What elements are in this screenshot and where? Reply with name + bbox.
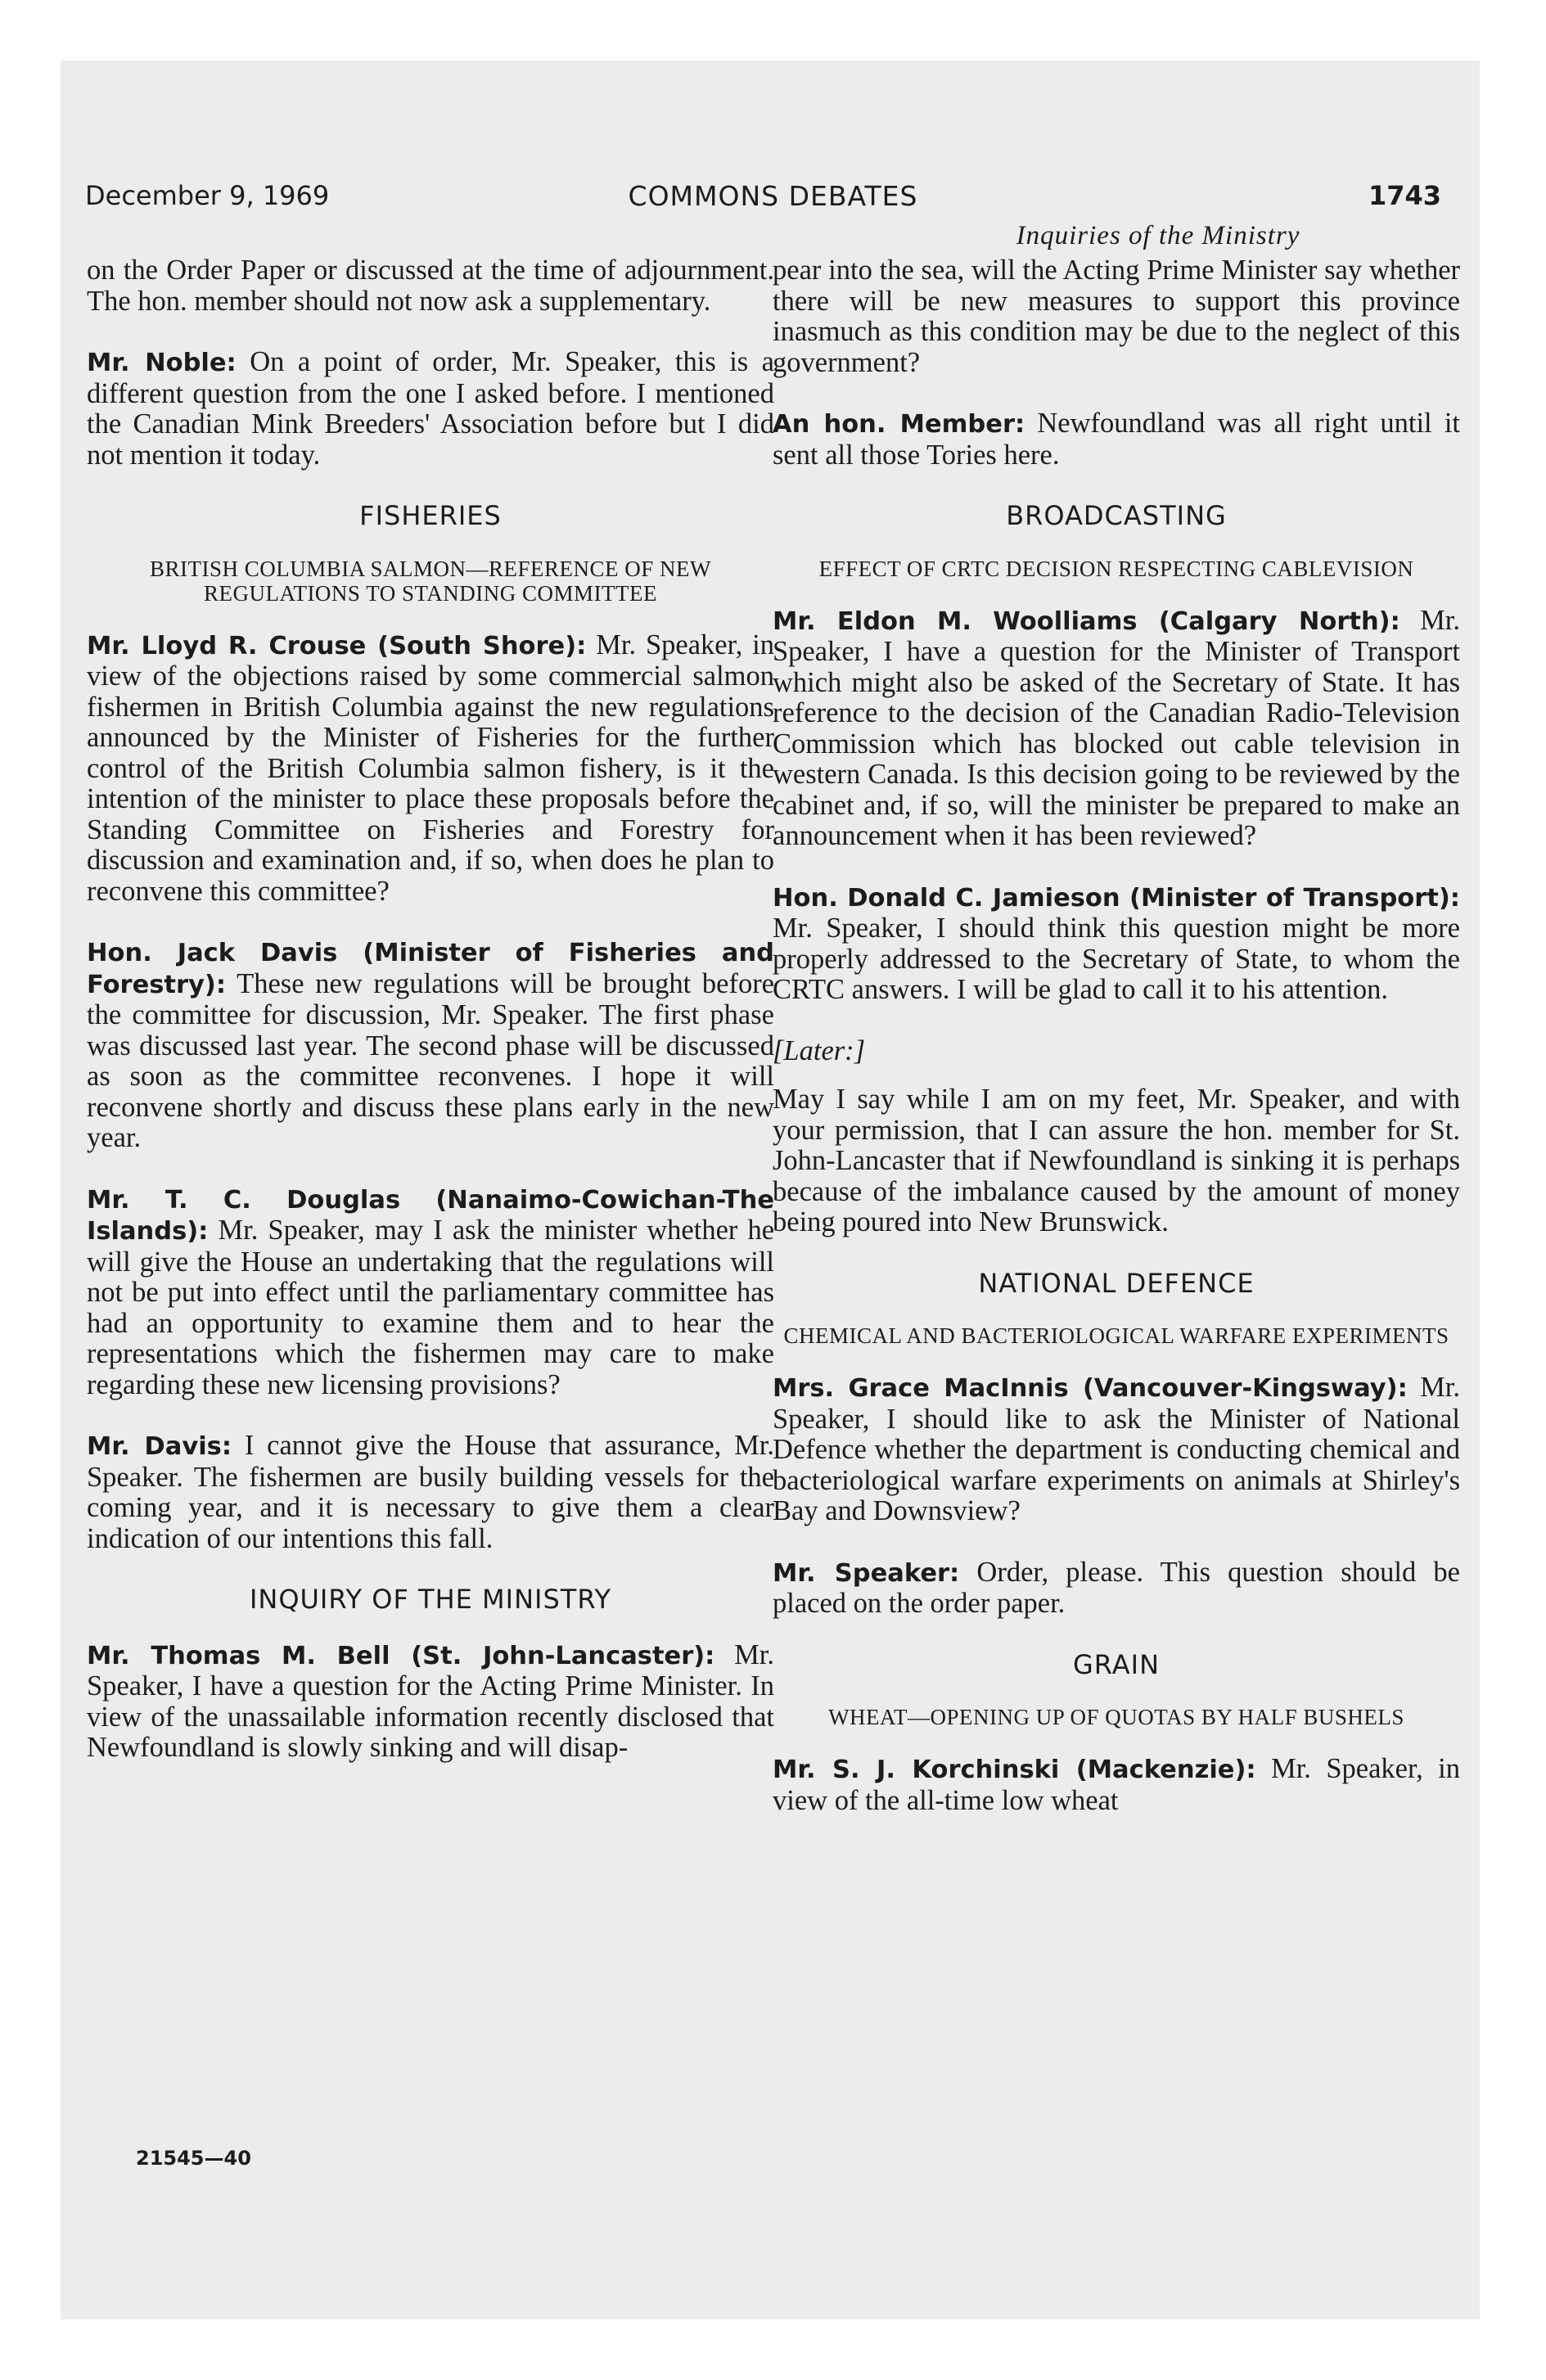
speech-text: Order, please. This question should be placed on the order paper.: [773, 1556, 1460, 1619]
speech-text: Mr. Speaker, in view of the all-time low wheat: [773, 1753, 1460, 1816]
speaker-name: Mr. Eldon M. Woolliams (Calgary North):: [773, 606, 1400, 636]
speech-text: Mr. Speaker, I have a question for the Acting Prime Minister. In view of the unassailable information recently disclosed that Newfoundland is slowly sinking and will disap-: [87, 1639, 774, 1763]
section-heading: FISHERIES: [359, 500, 502, 531]
header-title: COMMONS DEBATES: [628, 180, 918, 212]
speaker-name: Hon. Jack Davis (Minister of Fisheries and Forestry):: [87, 939, 774, 999]
right-column: [773, 255, 1460, 1816]
speech-text: I cannot give the House that assurance, Mr. Speaker. The fishermen are busily building vessels for the coming year, and it is necessary to give them a clear indication of our intentions this fall.: [87, 1430, 774, 1554]
speech-text: These new regulations will be brought before the committee for discussion, Mr. Speaker. The first phase was discussed last year. The second phase will be discussed as soon as the committee reconvenes. I hope it will reconvene shortly and discuss these plans early in the new year.: [87, 967, 774, 1153]
speaker-name: An hon. Member:: [773, 410, 1025, 439]
paragraph: [87, 937, 774, 1154]
paragraph: [773, 1754, 1460, 1816]
speaker-name: Hon. Donald C. Jamieson (Minister of Transport):: [773, 883, 1460, 913]
speaker-name: Mr. Lloyd R. Crouse (South Shore):: [87, 631, 587, 660]
speech-text: Mr. Speaker, I should think this question might be more properly addressed to the Secretary of State, to whom the CRTC answers. I will be glad to call it to his attention.: [773, 913, 1460, 1005]
speech-text: Mr. Speaker, I have a question for the Minister of Transport which might also be asked of the Secretary of State. It has reference to the decision of the Canadian Radio-Television Commission which has blocked out cable television in western Canada. Is this decision going to be reviewed by the cabinet and, if so, will the minister be prepared to make an announcement when it has been reviewed?: [773, 604, 1460, 851]
paragraph: May I say while I am on my feet, Mr. Speaker, and with your permission, that I can assure the hon. member for St. John-Lancaster that if Newfoundland is sinking it is perhaps because of the imbalance caused by the amount of money being poured into New Brunswick.: [773, 1084, 1460, 1237]
speaker-name: Mr. Davis:: [87, 1432, 232, 1461]
paragraph: [87, 1431, 774, 1554]
header-date: December 9, 1969: [85, 180, 330, 211]
section-heading: NATIONAL DEFENCE: [978, 1267, 1255, 1299]
paragraph: [773, 1557, 1460, 1620]
folio-mark: 21545—40: [136, 2147, 251, 2170]
speech-text: Mr. Speaker, in view of the objections raised by some commercial salmon fishermen in British Columbia against the new regulations announced by the Minister of Fisheries for the further control of the British Columbia salmon fishery, is it the intention of the minister to place these proposals before the Standing Committee on Fisheries and Forestry for discussion and examination and, if so, when does he plan to reconvene this committee?: [87, 629, 775, 907]
subsection-heading: CHEMICAL AND BACTERIOLOGICAL WARFARE EXPERIMENTS: [783, 1323, 1449, 1348]
paragraph: [87, 1640, 774, 1764]
speech-text: Mr. Speaker, I should like to ask the Minister of National Defence whether the department is conducting chemical and bacteriological warfare experiments on animals at Shirley's Bay and Downsview?: [773, 1372, 1460, 1526]
speech-text: On a point of order, Mr. Speaker, this is a different question from the one I asked before. I mentioned the Canadian Mink Breeders' Association before but I did not mention it today.: [87, 346, 774, 471]
section-heading: BROADCASTING: [1006, 500, 1227, 531]
speaker-name: Mr. Speaker:: [773, 1558, 960, 1588]
speech-text: Newfoundland was all right until it sent all those Tories here.: [773, 408, 1460, 471]
page-number: 1743: [1368, 180, 1441, 211]
paragraph: [87, 630, 774, 908]
speaker-name: Mr. Thomas M. Bell (St. John-Lancaster):: [87, 1641, 715, 1670]
subsection-heading: EFFECT OF CRTC DECISION RESPECTING CABLEVISION: [818, 556, 1414, 581]
paragraph: [773, 882, 1460, 1006]
later-marker: [Later:]: [773, 1034, 866, 1066]
left-column: [87, 255, 774, 1764]
speaker-name: Mr. T. C. Douglas (Nanaimo-Cowichan-The Islands):: [87, 1185, 774, 1246]
speaker-name: Mr. S. J. Korchinski (Mackenzie):: [773, 1756, 1256, 1784]
paragraph: [773, 408, 1460, 471]
subsection-heading: WHEAT—OPENING UP OF QUOTAS BY HALF BUSHELS: [828, 1705, 1404, 1729]
subsection-heading: BRITISH COLUMBIA SALMON—REFERENCE OF NEW REGULATIONS TO STANDING COMMITTEE: [149, 556, 712, 606]
section-heading: INQUIRY OF THE MINISTRY: [249, 1584, 612, 1615]
paragraph: [773, 606, 1460, 852]
paragraph: on the Order Paper or discussed at the time of adjournment. The hon. member should not now ask a supplementary.: [87, 255, 774, 317]
paragraph: pear into the sea, will the Acting Prime Minister say whether there will be new measures to support this province inasmuch as this condition may be due to the neglect of this government?: [773, 255, 1460, 378]
speech-text: Mr. Speaker, may I ask the minister whether he will give the House an undertaking that the regulations will not be put into effect until the parliamentary committee has had an opportunity to examine them and to hear the representations which the fishermen may care to make regarding these new licensing provisions?: [87, 1215, 775, 1400]
speaker-name: Mrs. Grace MacInnis (Vancouver-Kingsway):: [773, 1374, 1408, 1403]
paragraph: [773, 1373, 1460, 1527]
section-heading: GRAIN: [1073, 1648, 1160, 1680]
running-head: Inquiries of the Ministry: [1016, 221, 1300, 250]
paragraph: [87, 347, 774, 471]
paragraph: [87, 1184, 774, 1401]
speaker-name: Mr. Noble:: [87, 349, 237, 377]
